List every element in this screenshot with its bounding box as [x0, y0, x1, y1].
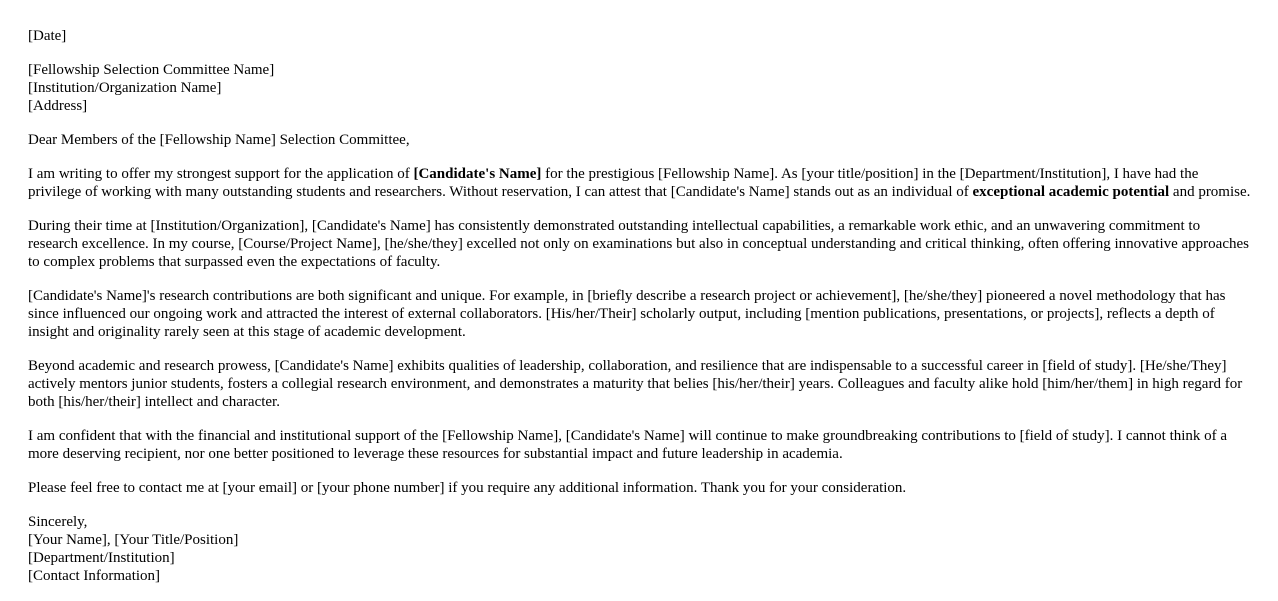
recipient-address: [Address] [28, 98, 88, 114]
paragraph-confidence-statement: I am confident that with the financial and institutional support of the [Fellowship Name], [Candidate's Name] will continue to make groundbreaking contributions to [field of study]. I cannot think of a more deserving recipient, nor one better positioned to leverage these resources for substantial impact and future leadership in academia. [28, 428, 1228, 462]
paragraph-introduction-part-1: I am writing to offer my strongest support for the application of [28, 166, 414, 182]
signature-block [28, 513, 1252, 585]
candidate-name-bold: [Candidate's Name] [413, 166, 542, 182]
date-text: [Date] [28, 28, 67, 44]
paragraph-contact-offer: Please feel free to contact me at [your email] or [your phone number] if you require any additional information. Thank you for your consideration. [28, 480, 907, 496]
paragraph-research-contributions: [Candidate's Name]'s research contributions are both significant and unique. For example, in [briefly describe a research project or achievement], [he/she/they] pioneered a novel methodology that has since influenced our ongoing work and attracted the interest of external collaborators. [His/her/Their] scholarly output, including [mention publications, presentations, or projects], reflects a depth of insight and originality rarely seen at this stage of academic development. [28, 288, 1226, 340]
recipient-address-block [28, 61, 1252, 115]
paragraph-introduction [28, 165, 1252, 201]
exceptional-potential-bold: exceptional academic potential [972, 184, 1170, 200]
paragraph-introduction-part-3: and promise. [1169, 184, 1251, 200]
paragraph-leadership-qualities: Beyond academic and research prowess, [Candidate's Name] exhibits qualities of leadership, collaboration, and resilience that are indispensable to a successful career in [field of study]. [He/she/They] actively mentors junior students, fosters a collegial research environment, and demonstrates a maturity that belies [his/her/their] years. Colleagues and faculty alike hold [him/her/them] in high regard for both [his/her/their] intellect and character. [28, 358, 1243, 410]
signature-name-title: [Your Name], [Your Title/Position] [28, 532, 239, 548]
salutation-text: Dear Members of the [Fellowship Name] Selection Committee, [28, 132, 410, 148]
recipient-institution-name: [Institution/Organization Name] [28, 80, 222, 96]
recipient-committee-name: [Fellowship Selection Committee Name] [28, 62, 275, 78]
closing-text: Sincerely, [28, 514, 88, 530]
salutation-block [28, 131, 1252, 149]
date-block [28, 27, 1252, 45]
paragraph-academic-performance: During their time at [Institution/Organization], [Candidate's Name] has consistently demonstrated outstanding intellectual capabilities, a remarkable work ethic, and an unwavering commitment to research excellence. In my course, [Course/Project Name], [he/she/they] excelled not only on examinations but also in conceptual understanding and critical thinking, often offering innovative approaches to complex problems that surpassed even the expectations of faculty. [28, 218, 1249, 270]
signature-department: [Department/Institution] [28, 550, 175, 566]
paragraph-introduction-part-2: for the prestigious [Fellowship Name]. As [your title/position] in the [Department/Institution], I have had the privilege of working with many outstanding students and researchers. Without reservation, I can attest that [Candidate's Name] stands out as an individual of [28, 166, 1199, 200]
signature-contact: [Contact Information] [28, 568, 161, 584]
recommendation-letter [28, 27, 1252, 601]
